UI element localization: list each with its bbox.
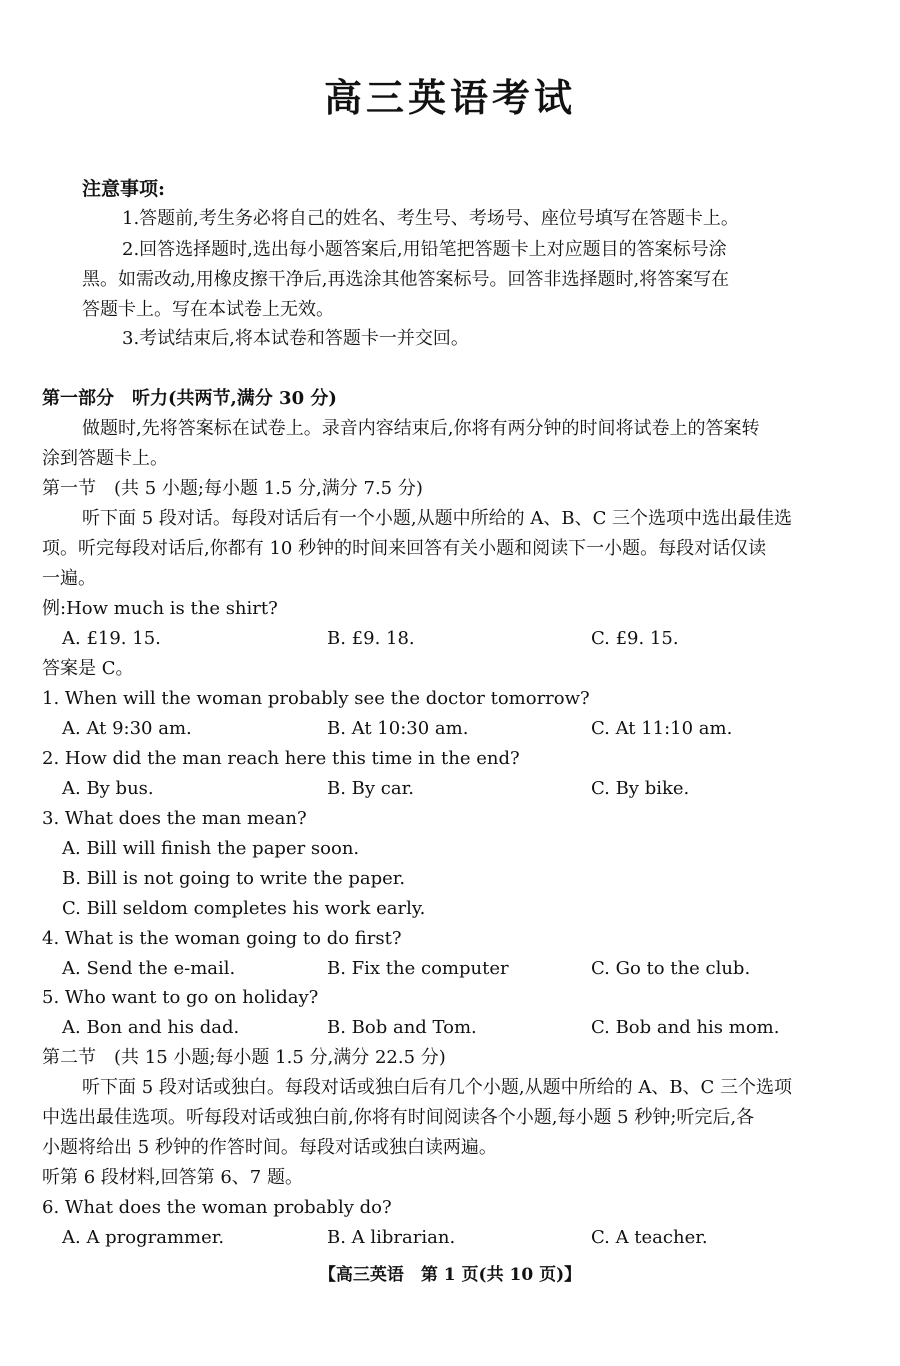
notice-item-2-cont2: 答题卡上。写在本试卷上无效。 xyxy=(82,299,334,320)
q5-option-b: B. Bob and Tom. xyxy=(327,1017,477,1038)
q4-option-c: C. Go to the club. xyxy=(591,958,751,979)
section1-instructions-3: 一遍。 xyxy=(42,568,96,589)
section1-instructions-2: 项。听完每段对话后,你都有 10 秒钟的时间来回答有关小题和阅读下一小题。每段对话仅读 xyxy=(42,538,767,559)
q5-option-a: A. Bon and his dad. xyxy=(62,1017,240,1038)
question-3: 3. What does the man mean? xyxy=(42,808,307,829)
q6-option-b: B. A librarian. xyxy=(327,1227,456,1248)
material-6-note: 听第 6 段材料,回答第 6、7 题。 xyxy=(42,1167,303,1188)
example-option-a: A. £19. 15. xyxy=(62,628,161,649)
q1-option-a: A. At 9:30 am. xyxy=(62,718,192,739)
question-6: 6. What does the woman probably do? xyxy=(42,1197,392,1218)
section1-heading: 第一节 (共 5 小题;每小题 1.5 分,满分 7.5 分) xyxy=(42,478,423,499)
notice-item-2: 2.回答选择题时,选出每小题答案后,用铅笔把答题卡上对应题目的答案标号涂 xyxy=(122,239,727,260)
example-question: 例:How much is the shirt? xyxy=(42,598,278,619)
q2-option-b: B. By car. xyxy=(327,778,414,799)
q5-option-c: C. Bob and his mom. xyxy=(591,1017,780,1038)
section2-heading: 第二节 (共 15 小题;每小题 1.5 分,满分 22.5 分) xyxy=(42,1047,446,1068)
part1-heading: 第一部分 听力(共两节,满分 30 分) xyxy=(42,388,337,409)
question-1: 1. When will the woman probably see the doctor tomorrow? xyxy=(42,688,590,709)
notice-item-1: 1.答题前,考生务必将自己的姓名、考生号、考场号、座位号填写在答题卡上。 xyxy=(122,208,739,229)
part1-intro-1: 做题时,先将答案标在试卷上。录音内容结束后,你将有两分钟的时间将试卷上的答案转 xyxy=(82,418,760,439)
q3-option-a: A. Bill will finish the paper soon. xyxy=(62,838,360,859)
notice-item-3: 3.考试结束后,将本试卷和答题卡一并交回。 xyxy=(122,328,469,349)
q6-option-c: C. A teacher. xyxy=(591,1227,708,1248)
section1-instructions-1: 听下面 5 段对话。每段对话后有一个小题,从题中所给的 A、B、C 三个选项中选出最佳选 xyxy=(82,508,793,529)
question-4: 4. What is the woman going to do first? xyxy=(42,928,402,949)
notice-heading: 注意事项: xyxy=(82,178,166,200)
q3-option-c: C. Bill seldom completes his work early. xyxy=(62,898,426,919)
question-2: 2. How did the man reach here this time in the end? xyxy=(42,748,520,769)
q4-option-b: B. Fix the computer xyxy=(327,958,509,979)
section2-instructions-1: 听下面 5 段对话或独白。每段对话或独白后有几个小题,从题中所给的 A、B、C 三个选项 xyxy=(82,1077,793,1098)
example-answer: 答案是 C。 xyxy=(42,658,134,679)
q3-option-b: B. Bill is not going to write the paper. xyxy=(62,868,406,889)
q4-option-a: A. Send the e-mail. xyxy=(62,958,236,979)
part1-intro-2: 涂到答题卡上。 xyxy=(42,448,168,469)
section2-instructions-3: 小题将给出 5 秒钟的作答时间。每段对话或独白读两遍。 xyxy=(42,1137,497,1158)
example-option-b: B. £9. 18. xyxy=(327,628,415,649)
notice-item-2-cont: 黑。如需改动,用橡皮擦干净后,再选涂其他答案标号。回答非选择题时,将答案写在 xyxy=(82,269,730,290)
q6-option-a: A. A programmer. xyxy=(62,1227,225,1248)
example-option-c: C. £9. 15. xyxy=(591,628,679,649)
q2-option-a: A. By bus. xyxy=(62,778,154,799)
q1-option-c: C. At 11:10 am. xyxy=(591,718,733,739)
q2-option-c: C. By bike. xyxy=(591,778,690,799)
section2-instructions-2: 中选出最佳选项。听每段对话或独白前,你将有时间阅读各个小题,每小题 5 秒钟;听完后,各 xyxy=(42,1107,755,1128)
q1-option-b: B. At 10:30 am. xyxy=(327,718,469,739)
question-5: 5. Who want to go on holiday? xyxy=(42,987,319,1008)
page-footer: 【高三英语 第 1 页(共 10 页)】 xyxy=(318,1265,582,1285)
page-title: 高三英语考试 xyxy=(323,75,576,120)
